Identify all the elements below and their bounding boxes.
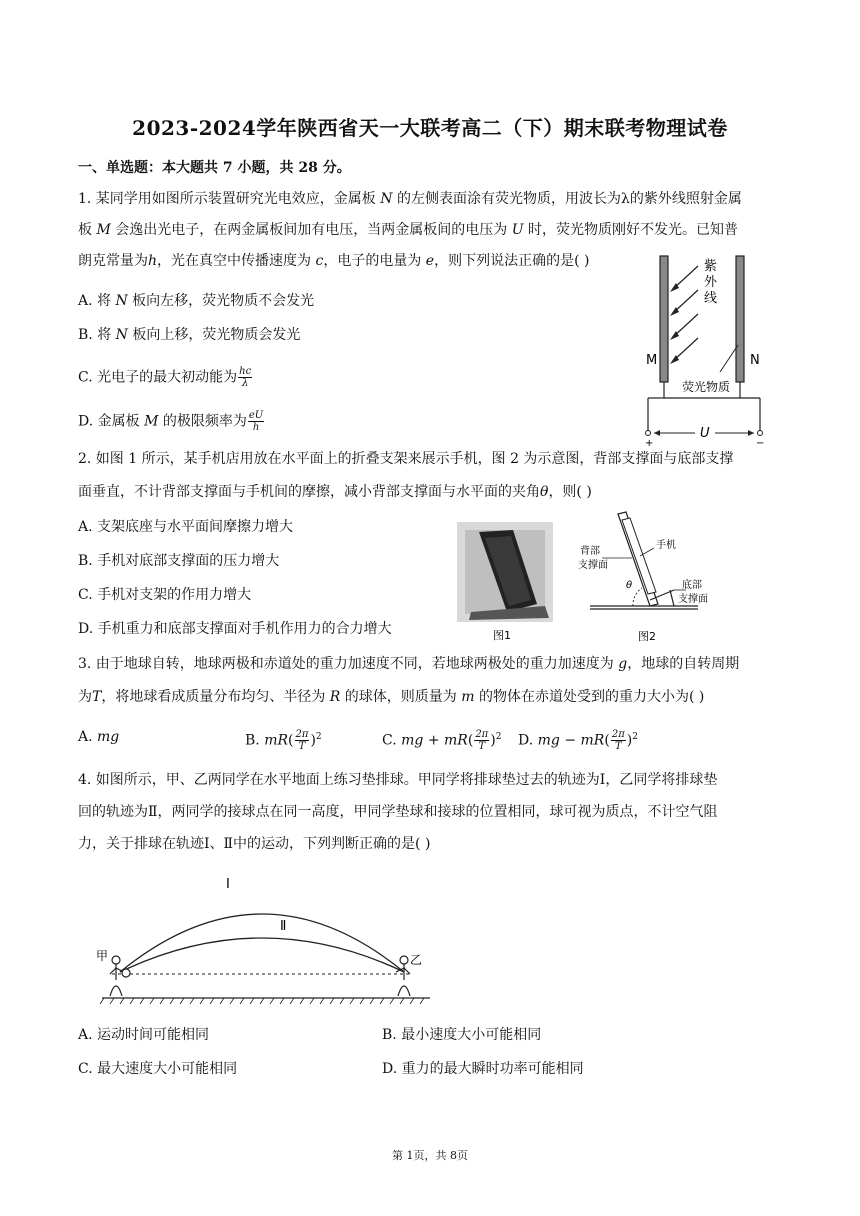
q2-option-b: B. 手机对底部支撑面的压力增大 — [78, 553, 280, 569]
q2-line1: 2. 如图 1 所示，某手机店用放在水平面上的折叠支架来展示手机，图 2 为示意图，背部支撑面与底部支撑 — [78, 451, 734, 467]
q4-line1: 4. 如图所示，甲、乙两同学在水平地面上练习垫排球。甲同学将排球垫过去的轨迹为Ⅰ，乙同学将排球垫 — [78, 772, 718, 788]
q4-option-b: B. 最小速度大小可能相同 — [382, 1027, 542, 1043]
label-fluorescent: 荧光物质 — [682, 380, 731, 394]
label-bottom-support-1: 底部 — [682, 580, 702, 591]
label-yi: 乙 — [410, 953, 423, 967]
q1-line2: 板 M 会逸出光电子，在两金属板间加有电压，当两金属板间的电压为 U 时，荧光物质刚好不发光。已知普 — [78, 222, 738, 238]
page-title: 2023-2024学年陕西省天一大联考高二（下）期末联考物理试卷 — [132, 116, 728, 140]
label-bottom-support-2: 支撑面 — [678, 594, 708, 605]
caption-figure-1: 图1 — [493, 629, 511, 642]
q4-volleyball-figure — [90, 868, 440, 1013]
label-jia: 甲 — [96, 949, 109, 963]
label-plate-n: N — [750, 353, 760, 368]
label-minus: − — [756, 438, 765, 449]
q4-option-a: A. 运动时间可能相同 — [78, 1027, 210, 1043]
q3-line2: 为T，将地球看成质量分布均匀、半径为 R 的球体，则质量为 m 的物体在赤道处受到的重力大小为( ) — [78, 689, 705, 705]
q3-option-c: C. mg + mR( $\frac{2\pi}{T}$ )$^2$ — [382, 729, 502, 753]
label-voltage: U — [700, 426, 710, 441]
label-trajectory-1: Ⅰ — [226, 877, 230, 892]
person-jia-icon — [110, 956, 124, 996]
q2-line2: 面垂直，不计背部支撑面与手机间的摩擦，减小背部支撑面与水平面的夹角θ，则( ) — [78, 484, 592, 500]
q1-line1: 1. 某同学用如图所示装置研究光电效应，金属板 N 的左侧表面涂有荧光物质，用波长为λ的紫外线照射金属 — [78, 191, 742, 207]
section-heading: 一、单选题：本大题共 7 小题，共 28 分。 — [78, 160, 351, 176]
label-back-support-1: 背部 — [580, 546, 600, 557]
label-back-support-2: 支撑面 — [578, 560, 608, 571]
label-uv-2: 外 — [704, 275, 718, 290]
label-phone: 手机 — [656, 540, 676, 551]
q4-line3: 力，关于排球在轨迹Ⅰ、Ⅱ中的运动，下列判断正确的是( ) — [78, 836, 431, 852]
q1-option-d: D. 金属板 M 的极限频率为 $\frac{eU}{h}$ — [78, 410, 264, 433]
label-uv-1: 紫 — [704, 259, 718, 274]
q3-option-a: A. mg — [78, 729, 120, 745]
q2-option-a: A. 支架底座与水平面间摩擦力增大 — [78, 519, 294, 535]
q2-figure-2-diagram — [578, 510, 738, 645]
q1-line3: 朗克常量为h，光在真空中传播速度为 c，电子的电量为 e，则下列说法正确的是( ) — [78, 253, 590, 269]
label-plate-m: M — [646, 353, 658, 368]
q3-line1: 3. 由于地球自转，地球两极和赤道处的重力加速度不同，若地球两极处的重力加速度为 g，地球的自转周期 — [78, 656, 740, 672]
q4-option-c: C. 最大速度大小可能相同 — [78, 1061, 238, 1077]
q3-option-d: D. mg − mR( $\frac{2\pi}{T}$ )$^2$ — [518, 729, 638, 753]
q2-option-d: D. 手机重力和底部支撑面对手机作用力的合力增大 — [78, 621, 392, 637]
q1-option-c: C. 光电子的最大初动能为 $\frac{hc}{\lambda}$ — [78, 366, 252, 389]
q2-option-c: C. 手机对支架的作用力增大 — [78, 587, 252, 603]
label-uv-3: 线 — [704, 291, 718, 306]
q1-option-b: B. 将 N 板向上移，荧光物质会发光 — [78, 327, 301, 343]
q1-photoelectric-figure — [640, 250, 780, 450]
person-yi-icon — [396, 956, 410, 996]
q4-option-d: D. 重力的最大瞬时功率可能相同 — [382, 1061, 584, 1077]
caption-figure-2: 图2 — [638, 630, 656, 643]
label-plus: + — [645, 438, 654, 449]
q2-figure-1-photo — [455, 520, 555, 645]
q3-option-b: B. mR( $\frac{2\pi}{T}$ )$^2$ — [245, 729, 322, 753]
q1-option-a: A. 将 N 板向左移，荧光物质不会发光 — [78, 293, 315, 309]
label-trajectory-2: Ⅱ — [280, 919, 287, 934]
page-footer: 第 1页，共 8页 — [392, 1149, 468, 1162]
label-theta: θ — [626, 580, 633, 591]
q4-line2: 回的轨迹为Ⅱ，两同学的接球点在同一高度，甲同学垫球和接球的位置相同，球可视为质点，不计空气阻 — [78, 804, 718, 820]
